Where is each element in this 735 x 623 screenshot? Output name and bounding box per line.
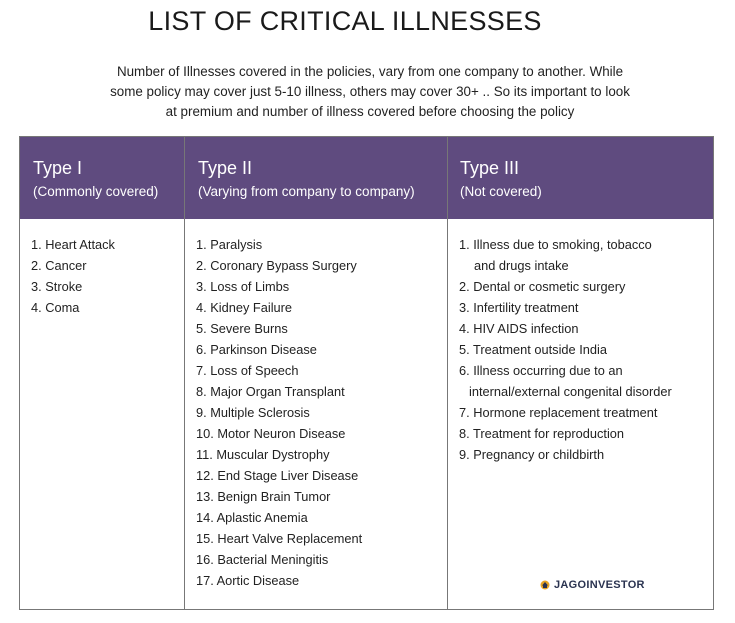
illness-item: 8. Treatment for reproduction xyxy=(459,426,625,441)
illness-item: 17. Aortic Disease xyxy=(196,573,300,588)
column-subtitle: (Varying from company to company) xyxy=(198,184,415,199)
intro-line: Number of Illnesses covered in the policies, vary from one company to another. While xyxy=(116,64,624,79)
illness-item: 2. Cancer xyxy=(31,258,87,273)
page-title: LIST OF CRITICAL ILLNESSES xyxy=(148,6,542,36)
illness-item: 9. Pregnancy or childbirth xyxy=(459,447,605,462)
illness-item: 5. Severe Burns xyxy=(196,321,288,336)
illness-item: 2. Coronary Bypass Surgery xyxy=(196,258,357,273)
illness-item: 4. Kidney Failure xyxy=(196,300,293,315)
illness-item: 13. Benign Brain Tumor xyxy=(196,489,331,504)
intro-line: some policy may cover just 5-10 illness, others may cover 30+ .. So its important to look xyxy=(110,84,630,99)
illness-item-text: 6. Illness occurring due to an xyxy=(459,363,623,378)
illness-item: 15. Heart Valve Replacement xyxy=(196,531,363,546)
illness-item: 1. Heart Attack xyxy=(31,237,115,252)
illness-item: 9. Multiple Sclerosis xyxy=(196,405,310,420)
illness-list xyxy=(448,219,713,465)
illness-item: 2. Dental or cosmetic surgery xyxy=(459,279,626,294)
illness-item-text: 1. Illness due to smoking, tobacco xyxy=(459,237,652,252)
illness-item: 6. Parkinson Disease xyxy=(196,342,317,357)
brand-logo xyxy=(540,579,645,591)
column-subtitle: (Commonly covered) xyxy=(33,184,159,199)
illness-item-continuation: and drugs intake xyxy=(474,258,569,273)
illness-item xyxy=(459,360,713,402)
intro-line: at premium and number of illness covered before choosing the policy xyxy=(165,104,575,119)
column-type-2 xyxy=(184,137,447,609)
illness-item: 3. Infertility treatment xyxy=(459,300,579,315)
illness-item: 16. Bacterial Meningitis xyxy=(196,552,329,567)
column-title: Type III xyxy=(460,158,520,178)
illness-item: 7. Hormone replacement treatment xyxy=(459,405,658,420)
illness-item: 3. Loss of Limbs xyxy=(196,279,290,294)
illness-item: 14. Aplastic Anemia xyxy=(196,510,308,525)
column-type-3 xyxy=(447,137,713,609)
illness-item-continuation: internal/external congenital disorder xyxy=(469,384,672,399)
column-title: Type II xyxy=(198,158,253,178)
column-header xyxy=(448,137,713,219)
illness-item: 3. Stroke xyxy=(31,279,83,294)
column-title: Type I xyxy=(33,158,83,178)
illness-list xyxy=(185,219,447,591)
column-header xyxy=(185,137,447,219)
column-type-1 xyxy=(20,137,184,609)
column-header xyxy=(20,137,184,219)
illness-item xyxy=(459,234,713,276)
jagoinvestor-logo-icon xyxy=(540,580,550,590)
illness-item: 12. End Stage Liver Disease xyxy=(196,468,359,483)
illness-table xyxy=(19,136,714,610)
illness-item: 1. Paralysis xyxy=(196,237,263,252)
column-subtitle: (Not covered) xyxy=(460,184,542,199)
illness-item: 4. HIV AIDS infection xyxy=(459,321,579,336)
intro-paragraph xyxy=(60,62,680,122)
illness-item: 5. Treatment outside India xyxy=(459,342,607,357)
logo-text: JAGOINVESTOR xyxy=(554,579,645,591)
illness-list xyxy=(20,219,184,318)
illness-item: 7. Loss of Speech xyxy=(196,363,299,378)
illness-item: 8. Major Organ Transplant xyxy=(196,384,345,399)
illness-item: 11. Muscular Dystrophy xyxy=(196,447,330,462)
illness-item: 10. Motor Neuron Disease xyxy=(196,426,346,441)
illness-item: 4. Coma xyxy=(31,300,80,315)
